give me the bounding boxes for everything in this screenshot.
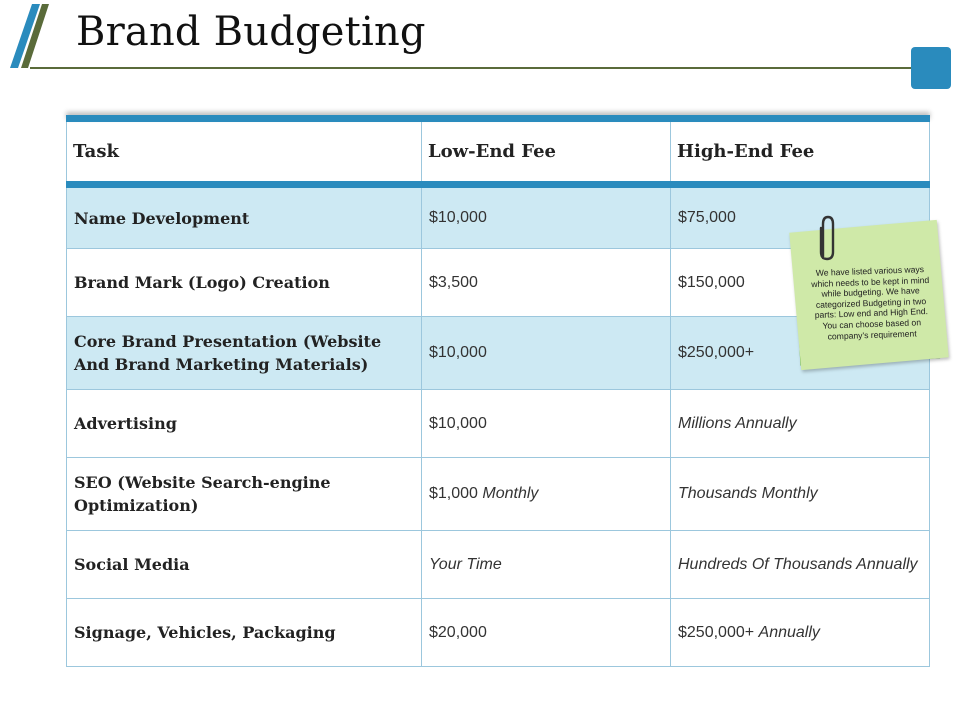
low-fee-cell [422, 599, 671, 666]
high-fee-cell [671, 458, 930, 530]
low-fee-cell [422, 317, 671, 389]
table-row [66, 599, 930, 667]
corner-accent-square [911, 47, 951, 89]
high-fee-value: Thousands Monthly [678, 485, 818, 502]
task-cell: SEO (Website Search-engine Optimization) [66, 458, 422, 530]
low-fee-suffix: Monthly [482, 485, 539, 502]
title-slash-decoration [10, 4, 50, 70]
page-title: Brand Budgeting [76, 9, 426, 55]
table-row [66, 390, 930, 458]
table-top-bar [66, 115, 930, 122]
high-fee-value: Hundreds Of Thousands Annually [678, 555, 918, 573]
header-high-end-fee: High-End Fee [671, 122, 930, 181]
low-fee-value: $20,000 [429, 623, 487, 641]
sticky-note [795, 226, 945, 366]
low-fee-cell [422, 531, 671, 598]
header-low-end-fee: Low-End Fee [422, 122, 671, 181]
table-header-row [66, 122, 930, 181]
high-fee-value: Millions Annually [678, 414, 797, 432]
high-fee-value: $250,000+ [678, 623, 755, 641]
low-fee-value: $10,000 [429, 414, 487, 432]
table-row [66, 531, 930, 599]
sticky-note-text: We have listed various ways which needs to be kept in mind while budgeting. We have categorized Budgeting in two parts: Low end and High End. You can choose based on company's requirement [811, 264, 930, 342]
table-header-divider [66, 181, 930, 188]
budget-table [66, 115, 930, 667]
table-row [66, 458, 930, 531]
header-task: Task [66, 122, 422, 181]
high-fee-value: $150,000 [678, 273, 745, 291]
paperclip-icon [813, 214, 841, 264]
high-fee-value: $75,000 [678, 209, 736, 226]
low-fee-value: Your Time [429, 555, 502, 573]
task-cell: Social Media [66, 531, 422, 598]
task-cell: Signage, Vehicles, Packaging [66, 599, 422, 666]
low-fee-cell [422, 390, 671, 457]
high-fee-cell [671, 599, 930, 666]
high-fee-suffix: Annually [758, 623, 820, 641]
low-fee-value: $3,500 [429, 273, 478, 291]
title-underline [30, 67, 916, 69]
task-cell: Brand Mark (Logo) Creation [66, 249, 422, 316]
low-fee-value: $10,000 [429, 344, 487, 361]
task-cell: Name Development [66, 188, 422, 248]
low-fee-value: $10,000 [429, 209, 487, 226]
low-fee-value: $1,000 [429, 485, 478, 502]
low-fee-cell [422, 249, 671, 316]
high-fee-cell [671, 390, 930, 457]
high-fee-cell [671, 531, 930, 598]
low-fee-cell [422, 458, 671, 530]
task-cell: Core Brand Presentation (Website And Brand Marketing Materials) [66, 317, 422, 389]
task-cell: Advertising [66, 390, 422, 457]
high-fee-value: $250,000+ [678, 344, 755, 361]
low-fee-cell [422, 188, 671, 248]
